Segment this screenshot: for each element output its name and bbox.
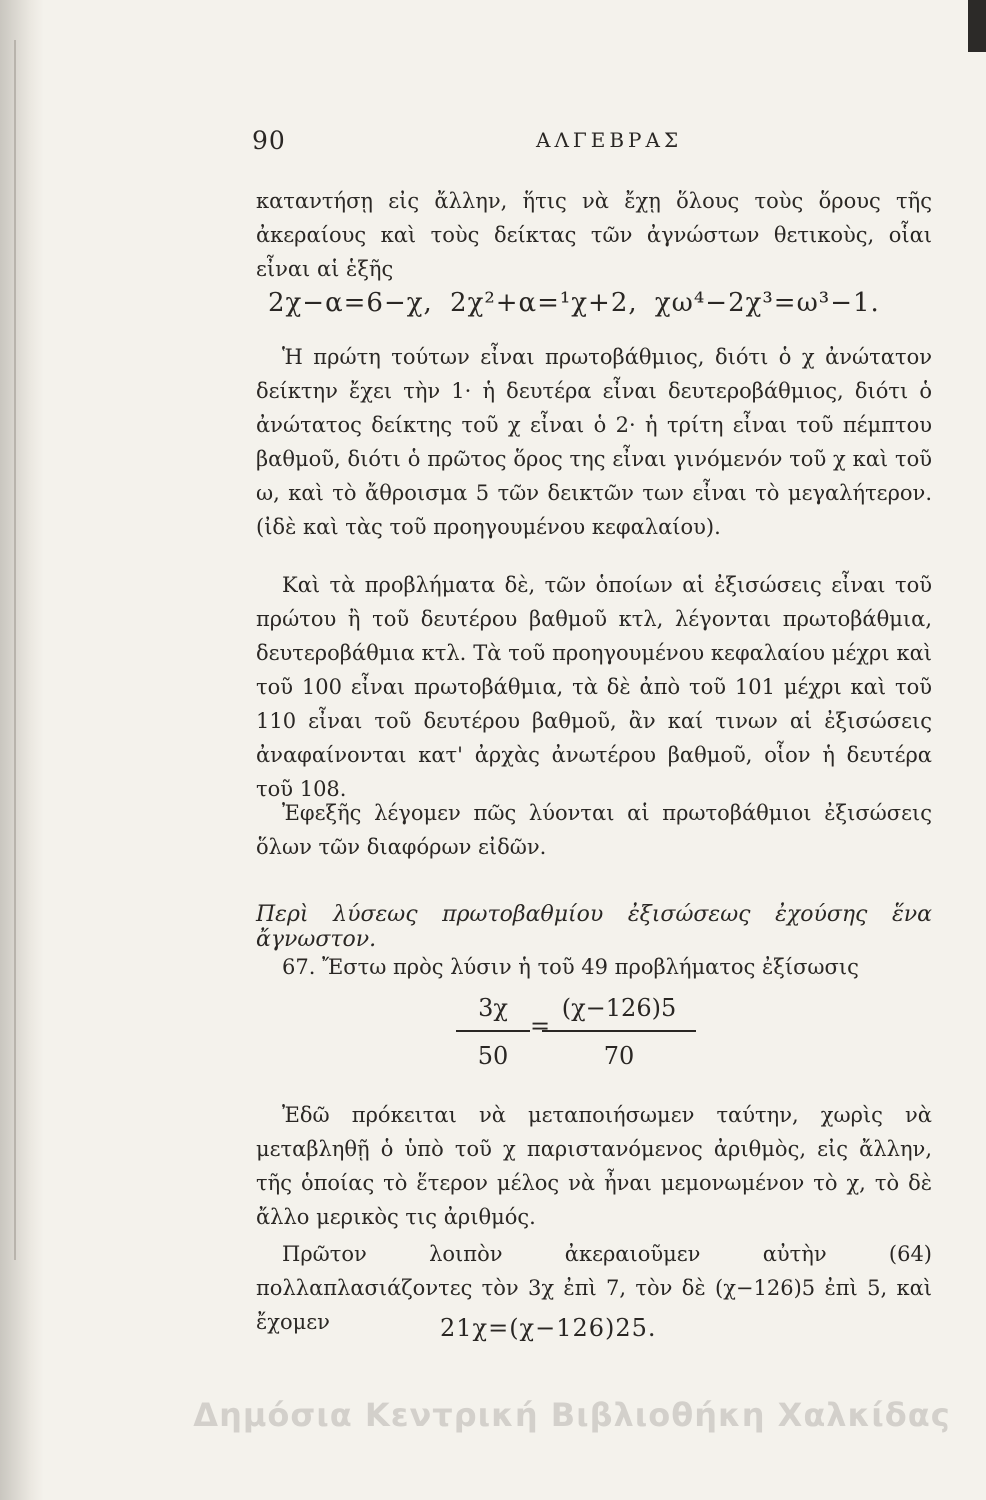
paragraph-problems — [256, 568, 932, 806]
page-number: 90 — [252, 126, 286, 155]
fraction-left-denominator: 50 — [477, 1042, 509, 1070]
paragraph-article-67 — [256, 950, 932, 984]
example-equations: 2χ−α=6−χ, 2χ²+α=¹χ+2, χω⁴−2χ³=ω³−1. — [268, 288, 880, 318]
fraction-right-bar — [542, 1030, 696, 1032]
paragraph-clearing-text: Πρῶτον λοιπὸν ἀκεραιοῦμεν αὐτὴν (64) πολλαπλασιάζοντες τὸν 3χ ἐπὶ 7, τὸν δὲ (χ−126)5 ἐπὶ 5, καὶ ἔχομεν — [256, 1242, 932, 1334]
page-header — [0, 126, 986, 166]
fraction-right-numerator: (χ−126)5 — [561, 994, 677, 1022]
fraction-right-denominator: 70 — [603, 1042, 635, 1070]
paragraph-degree-text: Ἡ πρώτη τούτων εἶναι πρωτοβάθμιος, διότι ὁ χ ἀνώτατον δείκτην ἔχει τὴν 1· ἡ δευτέρα εἶναι δευτεροβάθμιος, διότι ὁ ἀνώτατος δείκτης τοῦ χ εἶναι ὁ 2· ἡ τρίτη εἶναι τοῦ πέμπτου βαθμοῦ, διότι ὁ πρῶτος ὅρος της εἶναι γινόμενόν τοῦ χ καὶ τοῦ ω, καὶ τὸ ἄθροισμα 5 τῶν δεικτῶν των εἶναι τὸ μεγαλήτερον. (ἰδὲ καὶ τὰς τοῦ προηγουμένου κεφαλαίου). — [256, 345, 932, 539]
library-watermark: Δημόσια Κεντρική Βιβλιοθήκη Χαλκίδας — [193, 1396, 951, 1434]
paragraph-problems-text: Καὶ τὰ προβλήματα δὲ, τῶν ὁποίων αἱ ἐξισώσεις εἶναι τοῦ πρώτου ἢ τοῦ δευτέρου βαθμοῦ κτλ, λέγονται πρωτοβάθμια, δευτεροβάθμια κτλ. Τὰ τοῦ προηγουμένου κεφαλαίου μέχρι καὶ τοῦ 100 εἶναι πρωτοβάθμια, τὰ δὲ ἀπὸ τοῦ 101 μέχρι καὶ τοῦ 110 εἶναι τοῦ δευτέρου βαθμοῦ, ἂν καί τινων αἱ ἐξισώσεις ἀναφαίνονται κατ' ἀρχὰς ἀνωτέρου βαθμοῦ, οἷον ἡ δευτέρα τοῦ 108. — [256, 573, 932, 801]
fraction-right — [542, 990, 696, 1074]
fraction-left-numerator: 3χ — [478, 994, 508, 1022]
paragraph-intro — [256, 184, 932, 286]
paragraph-intro-text: καταντήσῃ εἰς ἄλλην, ἥτις νὰ ἔχῃ ὅλους τοὺς ὅρους τῆς ἀκεραίους καὶ τοὺς δείκτας τῶν ἀγνώστων θετικοὺς, οἷαι εἶναι αἱ ἑξῆς — [256, 189, 932, 281]
fraction-left — [456, 990, 530, 1074]
paragraph-next — [256, 796, 932, 864]
final-equation: 21χ=(χ−126)25. — [440, 1314, 657, 1342]
binding-gutter — [0, 0, 44, 1500]
fraction-equals-sign: = — [530, 1012, 551, 1040]
paragraph-transformation — [256, 1098, 932, 1234]
paragraph-article-67-text: 67. Ἔστω πρὸς λύσιν ἡ τοῦ 49 προβλήματος ἐξίσωσις — [282, 955, 859, 979]
scan-corner — [968, 0, 986, 52]
paragraph-next-text: Ἐφεξῆς λέγομεν πῶς λύονται αἱ πρωτοβάθμιοι ἐξισώσεις ὅλων τῶν διαφόρων εἰδῶν. — [256, 801, 932, 859]
fraction-left-bar — [456, 1030, 530, 1032]
paragraph-transformation-text: Ἐδῶ πρόκειται νὰ μεταποιήσωμεν ταύτην, χωρὶς νὰ μεταβληθῇ ὁ ὑπὸ τοῦ χ παριστανόμενος ἀριθμὸς, εἰς ἄλλην, τῆς ὁποίας τὸ ἕτερον μέλος νὰ ἦναι μεμονωμένον τὸ χ, τὸ δὲ ἄλλο μερικὸς τις ἀριθμός. — [256, 1103, 932, 1229]
fraction-equation — [456, 990, 696, 1090]
gutter-shadow-line — [14, 40, 16, 1260]
running-head: ΑΛΓΕΒΡΑΣ — [536, 128, 683, 152]
paragraph-degree-explanation — [256, 340, 932, 544]
section-title: Περὶ λύσεως πρωτοβαθμίου ἐξισώσεως ἐχούσης ἕνα ἄγνωστον. — [256, 902, 932, 952]
